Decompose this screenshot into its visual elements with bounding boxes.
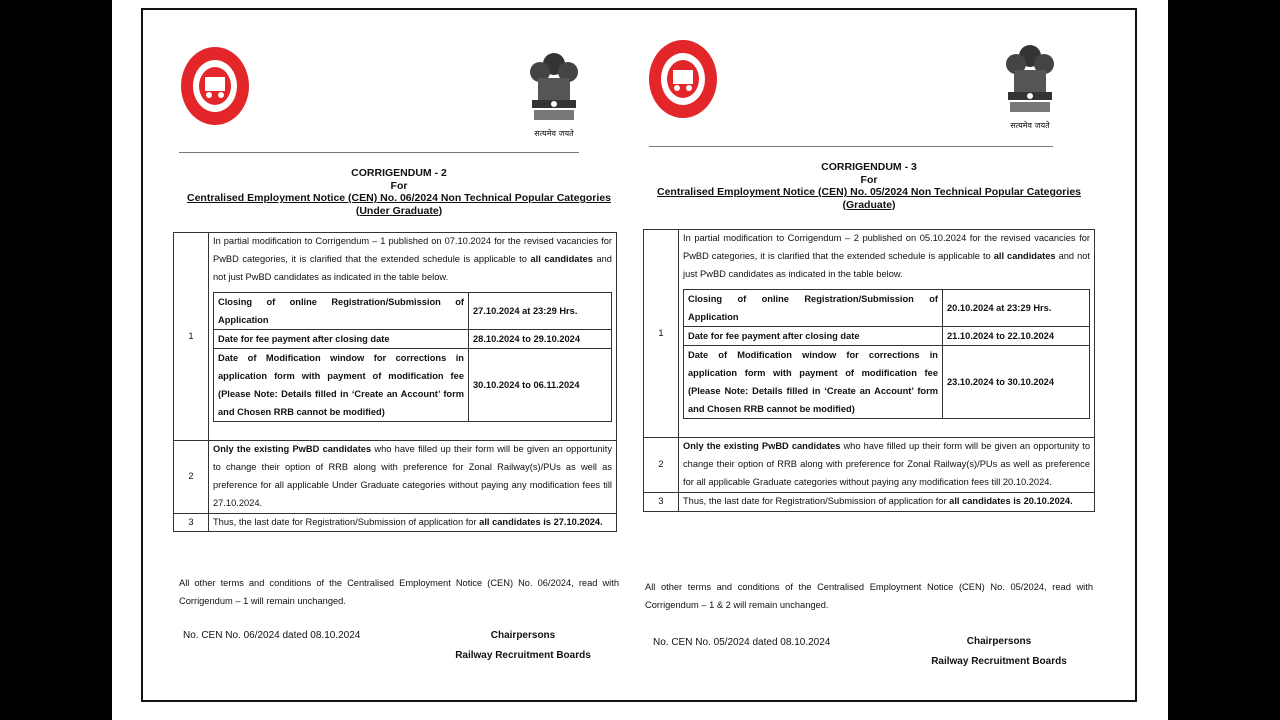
paragraph-text: In partial modification to Corrigendum – 2 published on 05.10.2024 for the revised vacancies for PwBD categories, it is clarified that the extended schedule is applicable to [683,233,1090,261]
corrigendum-table [643,229,1095,512]
schedule-label: Date of Modification window for corrections in application form with payment of modification fee (Please Note: Details filled in ‘Create an Account’ form and Chosen RRB cannot be modified) [214,349,469,422]
row-number: 1 [174,233,209,441]
emblem-motto: सत्यमेव जयते [1010,121,1050,130]
schedule-value: 28.10.2024 to 29.10.2024 [469,330,612,349]
footnote: All other terms and conditions of the Centralised Employment Notice (CEN) No. 05/2024, read with Corrigendum – 1 & 2 will remain unchanged. [645,582,1093,610]
document-frame [141,8,1137,702]
table-row [644,230,1095,438]
corrigendum-2-document [143,10,639,700]
schedule-label: Date for fee payment after closing date [684,327,943,346]
for-label: For [390,179,408,192]
corrigendum-3-document [639,10,1135,700]
document-heading [179,167,619,217]
paragraph-bold: all candidates is 20.10.2024. [949,495,1073,506]
row-content [679,230,1095,438]
schedule-value: 21.10.2024 to 22.10.2024 [943,327,1090,346]
paragraph-text-after: and not just PwBD candidates as indicated in the table below. [683,250,1090,279]
paragraph-bold: Only the existing PwBD candidates [213,444,372,455]
table-row [644,438,1095,492]
schedule-row [214,330,612,349]
document-sheet [112,0,1168,720]
row-paragraph [683,230,1090,283]
paragraph-text-after: and not just PwBD candidates as indicated in the table below. [213,253,612,282]
signature-block [909,632,1089,672]
cen-reference: No. CEN No. 06/2024 dated 08.10.2024 [183,630,361,641]
row-paragraph [213,233,612,286]
schedule-row [214,349,612,422]
notice-subtitle: (Under Graduate) [355,204,443,217]
corrigendum-title: CORRIGENDUM - 3 [821,161,917,173]
header-rule [649,146,1053,147]
schedule-label: Date of Modification window for corrections in application form with payment of modification fee (Please Note: Details filled in ‘Create an Account’ form and Chosen RRB cannot be modified) [684,346,943,419]
schedule-row [684,346,1090,419]
paragraph-bold: Only the existing PwBD candidates [683,441,841,452]
schedule-value: 27.10.2024 at 23:29 Hrs. [469,293,612,330]
indian-railways-logo-icon [179,45,251,125]
paragraph-text: In partial modification to Corrigendum – 1 published on 07.10.2024 for the revised vacancies for PwBD categories, it is clarified that the extended schedule is applicable to [213,236,612,264]
row-content [679,492,1095,511]
schedule-value: 20.10.2024 at 23:29 Hrs. [943,290,1090,327]
table-row [174,233,617,441]
notice-subtitle: (Graduate) [842,198,896,211]
footnote: All other terms and conditions of the Centralised Employment Notice (CEN) No. 06/2024, read with Corrigendum – 1 will remain unchanged. [179,578,619,606]
signature-block [433,626,613,666]
signatory-org: Railway Recruitment Boards [455,650,591,661]
schedule-label: Closing of online Registration/Submission of Application [214,293,469,330]
schedule-label: Date for fee payment after closing date [214,330,469,349]
paragraph-bold: all candidates [530,253,593,264]
corrigendum-table [173,232,617,532]
schedule-row [684,327,1090,346]
emblem-motto: सत्यमेव जयते [534,129,574,138]
paragraph-bold: all candidates is 27.10.2024. [479,516,603,527]
ashoka-emblem-icon [519,50,589,138]
row-content [209,441,617,513]
table-row [174,441,617,513]
indian-railways-logo-icon [647,38,719,118]
paragraph-text-after: who have filled up their form will be given an opportunity to change their option of RRB along with preference for Zonal Railway(s)/PUs as well as preference for all applicable Under Graduate categories without paying any modification fees till 27.10.2024. [213,444,612,508]
document-heading [649,161,1089,211]
ashoka-emblem-icon [995,42,1065,130]
row-number: 2 [174,441,209,513]
paragraph-text: Thus, the last date for Registration/Submission of application for [213,516,477,527]
cen-reference: No. CEN No. 05/2024 dated 08.10.2024 [653,637,831,648]
signatory-title: Chairpersons [490,630,556,641]
paragraph-text: Thus, the last date for Registration/Submission of application for [683,495,947,506]
signatory-title: Chairpersons [966,636,1032,647]
paragraph-text-after: who have filled up their form will be given an opportunity to change their option of RRB along with preference for Zonal Railway(s)/PUs as well as preference for all applicable Graduate categories without paying any modification fees till 20.10.2024. [683,441,1090,487]
corrigendum-title: CORRIGENDUM - 2 [351,167,447,179]
row-number: 3 [644,492,679,511]
table-row [644,492,1095,511]
schedule-table [213,292,612,422]
row-number: 3 [174,513,209,532]
paragraph-bold: all candidates [993,250,1056,261]
row-number: 1 [644,230,679,438]
header-rule [179,152,579,153]
schedule-row [214,293,612,330]
notice-title: Centralised Employment Notice (CEN) No. 05/2024 Non Technical Popular Categories [657,186,1081,198]
schedule-label: Closing of online Registration/Submission of Application [684,290,943,327]
signatory-org: Railway Recruitment Boards [931,656,1067,667]
schedule-value: 30.10.2024 to 06.11.2024 [469,349,612,422]
schedule-row [684,290,1090,327]
row-number: 2 [644,438,679,492]
schedule-value: 23.10.2024 to 30.10.2024 [943,346,1090,419]
notice-title: Centralised Employment Notice (CEN) No. 06/2024 Non Technical Popular Categories [187,192,611,204]
row-content [679,438,1095,492]
table-row [174,513,617,532]
schedule-table [683,289,1090,419]
row-content [209,513,617,532]
for-label: For [860,173,878,186]
row-content [209,233,617,441]
